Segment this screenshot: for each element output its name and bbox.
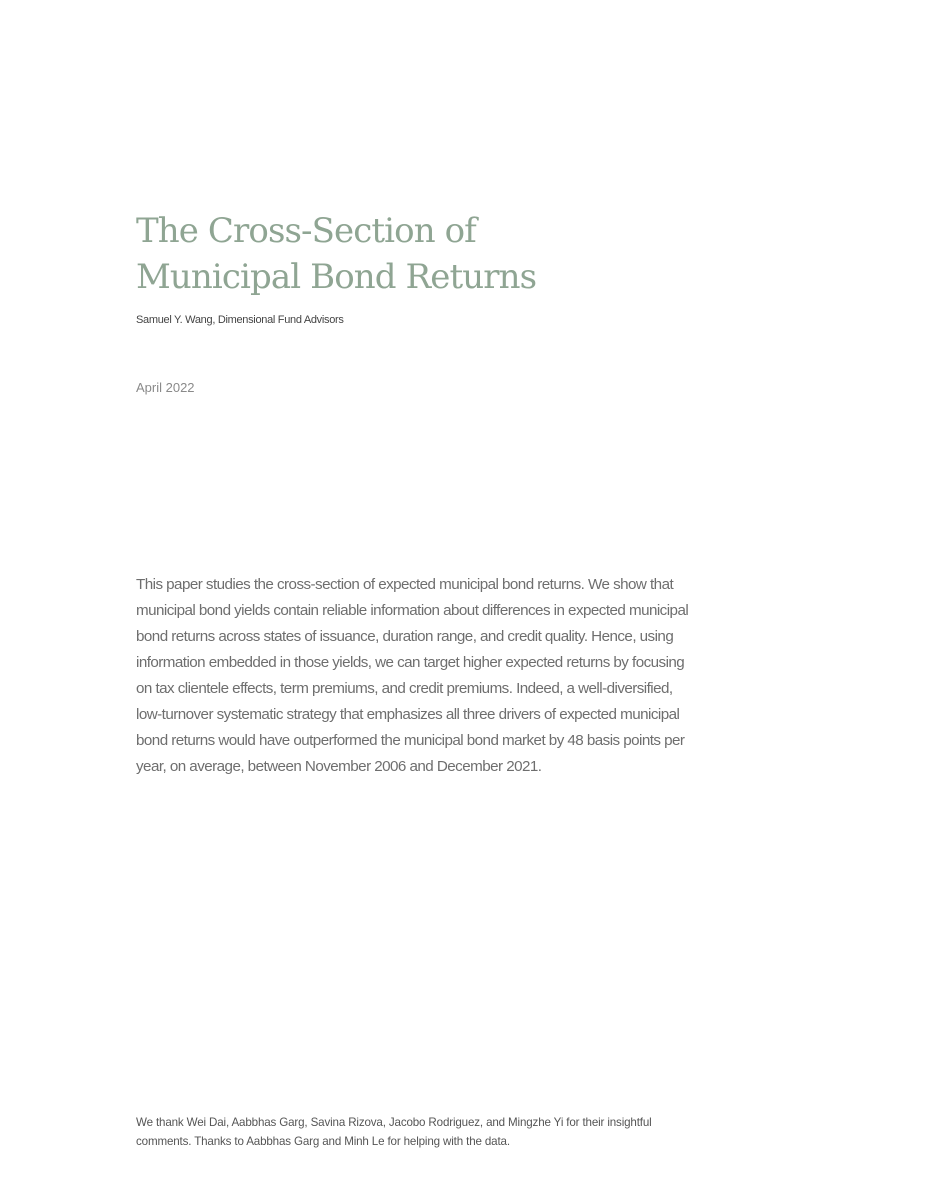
author-affiliation: Samuel Y. Wang, Dimensional Fund Advisors — [136, 314, 344, 326]
publication-date: April 2022 — [136, 380, 195, 395]
paper-title-line-1: The Cross-Section of — [136, 211, 476, 251]
abstract-line: bond returns would have outperformed the municipal bond market by 48 basis points per — [136, 732, 685, 749]
abstract-line: This paper studies the cross-section of expected municipal bond returns. We show that — [136, 576, 674, 593]
abstract-line: information embedded in those yields, we can target higher expected returns by focusing — [136, 654, 685, 671]
abstract-line: on tax clientele effects, term premiums, and credit premiums. Indeed, a well-diversified, — [136, 680, 673, 697]
abstract — [136, 572, 776, 780]
acknowledgment-line: comments. Thanks to Aabbhas Garg and Minh Le for helping with the data. — [136, 1135, 510, 1148]
paper-title-line-2: Municipal Bond Returns — [136, 257, 537, 297]
abstract-line: municipal bond yields contain reliable information about differences in expected municipal — [136, 602, 689, 619]
abstract-line: year, on average, between November 2006 and December 2021. — [136, 758, 542, 775]
abstract-line: low-turnover systematic strategy that emphasizes all three drivers of expected municipal — [136, 706, 680, 723]
acknowledgment-line: We thank Wei Dai, Aabbhas Garg, Savina Rizova, Jacobo Rodriguez, and Mingzhe Yi for their insightful — [136, 1116, 652, 1129]
paper-title — [136, 208, 756, 300]
abstract-line: bond returns across states of issuance, duration range, and credit quality. Hence, using — [136, 628, 674, 645]
acknowledgment-footnote — [136, 1113, 796, 1151]
